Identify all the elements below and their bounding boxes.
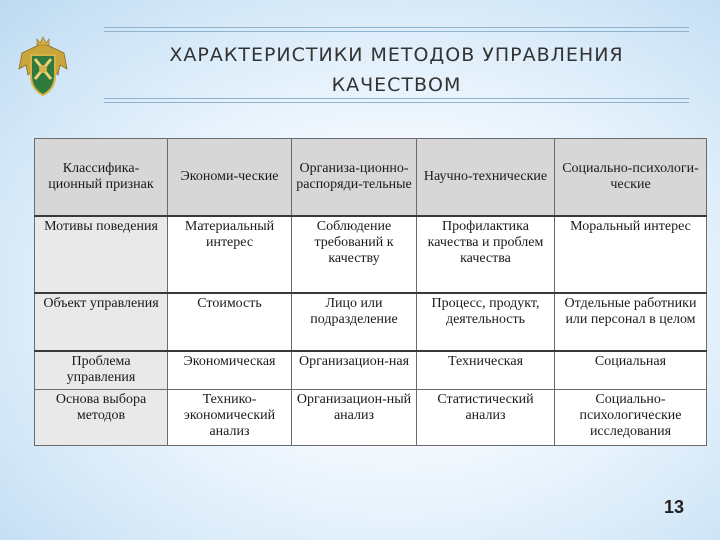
table-row — [35, 389, 707, 445]
table-cell: Материальный интерес — [168, 216, 292, 293]
table-cell: Процесс, продукт, деятельность — [417, 293, 555, 351]
table-cell: Технико-экономический анализ — [168, 389, 292, 445]
row-label-cell: Основа выбора методов — [35, 389, 168, 445]
header-cell: Социально-психологи-ческие — [555, 139, 707, 217]
table-header-row — [35, 139, 707, 217]
table-cell: Профилактика качества и проблем качества — [417, 216, 555, 293]
table-cell: Организацион-ная — [292, 351, 417, 389]
table-cell: Моральный интерес — [555, 216, 707, 293]
title-bottom-rule — [104, 98, 689, 99]
header-cell: Организа-ционно-распоряди-тельные — [292, 139, 417, 217]
header-cell: Научно-технические — [417, 139, 555, 217]
header-cell: Экономи-ческие — [168, 139, 292, 217]
table-row — [35, 216, 707, 293]
table-cell: Социально-психологические исследования — [555, 389, 707, 445]
table-cell: Статистический анализ — [417, 389, 555, 445]
table-cell: Отдельные работники или персонал в целом — [555, 293, 707, 351]
emblem-icon — [16, 35, 70, 99]
slide-title — [104, 40, 689, 100]
methods-table — [34, 138, 707, 446]
row-label-cell: Объект управления — [35, 293, 168, 351]
table-cell: Техническая — [417, 351, 555, 389]
table-row — [35, 293, 707, 351]
table-cell: Социальная — [555, 351, 707, 389]
table-cell: Лицо или подразделение — [292, 293, 417, 351]
title-top-rule — [104, 27, 689, 28]
row-label-cell: Мотивы поведения — [35, 216, 168, 293]
table-cell: Соблюдение требований к качеству — [292, 216, 417, 293]
title-top-rule-2 — [104, 31, 689, 32]
title-bottom-rule-2 — [104, 102, 689, 103]
table-row — [35, 351, 707, 389]
row-label-cell: Проблема управления — [35, 351, 168, 389]
table-cell: Экономическая — [168, 351, 292, 389]
slide-title-line-1: ХАРАКТЕРИСТИКИ МЕТОДОВ УПРАВЛЕНИЯ — [169, 44, 624, 66]
page-number: 13 — [663, 497, 684, 517]
slide-title-line-2: КАЧЕСТВОМ — [331, 74, 462, 96]
table-cell: Организацион-ный анализ — [292, 389, 417, 445]
table-cell: Стоимость — [168, 293, 292, 351]
header-cell: Классифика-ционный признак — [35, 139, 168, 217]
